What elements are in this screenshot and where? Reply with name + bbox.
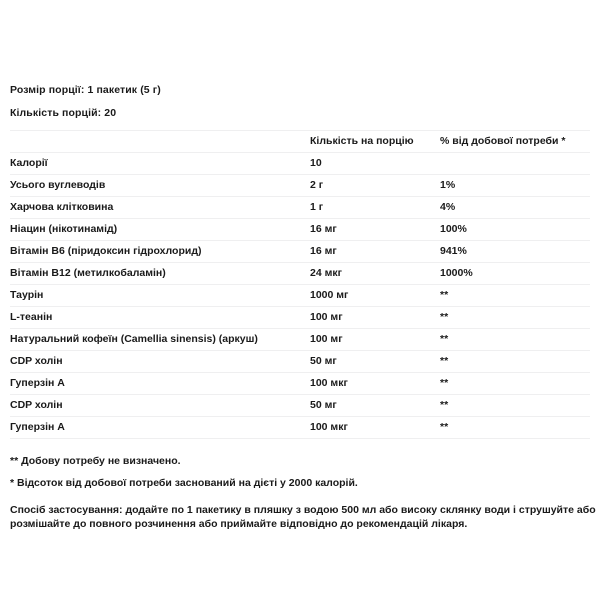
nutrient-amount: 100 мкг: [310, 373, 440, 395]
nutrient-name: Таурін: [10, 285, 310, 307]
nutrient-daily-value: 1000%: [440, 263, 590, 285]
nutrient-amount: 1 г: [310, 197, 440, 219]
column-header-nutrient: [10, 131, 310, 153]
nutrient-daily-value: **: [440, 307, 590, 329]
table-header: [10, 131, 590, 153]
serving-size-line: Розмір порції: 1 пакетик (5 г): [10, 84, 161, 96]
nutrient-name: Вітамін B6 (піридоксин гідрохлорид): [10, 241, 310, 263]
nutrient-daily-value: **: [440, 373, 590, 395]
nutrient-amount: 100 мкг: [310, 417, 440, 439]
nutrient-name: Вітамін B12 (метилкобаламін): [10, 263, 310, 285]
nutrient-name: Натуральний кофеїн (Camellia sinensis) (аркуш): [10, 329, 310, 351]
table-row: [10, 219, 590, 241]
table-body: [10, 153, 590, 439]
nutrient-amount: 16 мг: [310, 241, 440, 263]
nutrient-daily-value: 941%: [440, 241, 590, 263]
table-row: [10, 285, 590, 307]
nutrient-amount: 2 г: [310, 175, 440, 197]
nutrient-name: Ніацин (нікотинамід): [10, 219, 310, 241]
nutrient-name: Харчова клітковина: [10, 197, 310, 219]
nutrient-amount: 50 мг: [310, 395, 440, 417]
directions-for-use: Спосіб застосування: додайте по 1 пакетику в пляшку з водою 500 мл або високу склянку води і струшуйте або розмішайте до повного розчинення або приймайте відповідно до рекомендацій лікаря.: [10, 504, 596, 530]
nutrient-daily-value: 100%: [440, 219, 590, 241]
table-row: [10, 263, 590, 285]
table-row: [10, 241, 590, 263]
nutrient-name: CDP холін: [10, 351, 310, 373]
nutrient-daily-value: **: [440, 351, 590, 373]
table-row: [10, 351, 590, 373]
column-header-daily-value: % від добової потреби *: [440, 131, 590, 153]
nutrient-amount: 100 мг: [310, 307, 440, 329]
nutrient-daily-value: 1%: [440, 175, 590, 197]
table-row: [10, 395, 590, 417]
nutrient-daily-value: **: [440, 329, 590, 351]
nutrient-name: Усього вуглеводів: [10, 175, 310, 197]
nutrient-amount: 1000 мг: [310, 285, 440, 307]
table-row: [10, 197, 590, 219]
table-row: [10, 153, 590, 175]
nutrient-daily-value: **: [440, 417, 590, 439]
serving-info: [10, 0, 590, 120]
table-row: [10, 307, 590, 329]
nutrient-daily-value: [440, 153, 590, 175]
nutrient-name: Калорії: [10, 153, 310, 175]
table-row: [10, 175, 590, 197]
nutrient-daily-value: **: [440, 395, 590, 417]
nutrient-daily-value: **: [440, 285, 590, 307]
servings-per-container-line: Кількість порцій: 20: [10, 107, 117, 119]
nutrient-amount: 24 мкг: [310, 263, 440, 285]
table-row: [10, 329, 590, 351]
footnote-daily-value-not-established: ** Добову потребу не визначено.: [10, 455, 181, 467]
nutrient-name: CDP холін: [10, 395, 310, 417]
nutrient-amount: 50 мг: [310, 351, 440, 373]
column-header-amount-per-serving: Кількість на порцію: [310, 131, 440, 153]
nutrient-amount: 16 мг: [310, 219, 440, 241]
supplement-facts-table: [10, 130, 590, 439]
nutrient-name: L-теанін: [10, 307, 310, 329]
table-row: [10, 417, 590, 439]
footnote-percent-daily-value-basis: * Відсоток від добової потреби заснований на дієті у 2000 калорій.: [10, 477, 358, 489]
nutrient-daily-value: 4%: [440, 197, 590, 219]
nutrient-name: Гуперзін А: [10, 373, 310, 395]
nutrient-name: Гуперзін А: [10, 417, 310, 439]
table-header-row: [10, 131, 590, 153]
table-row: [10, 373, 590, 395]
footnotes: [10, 439, 596, 531]
nutrient-amount: 10: [310, 153, 440, 175]
nutrient-amount: 100 мг: [310, 329, 440, 351]
